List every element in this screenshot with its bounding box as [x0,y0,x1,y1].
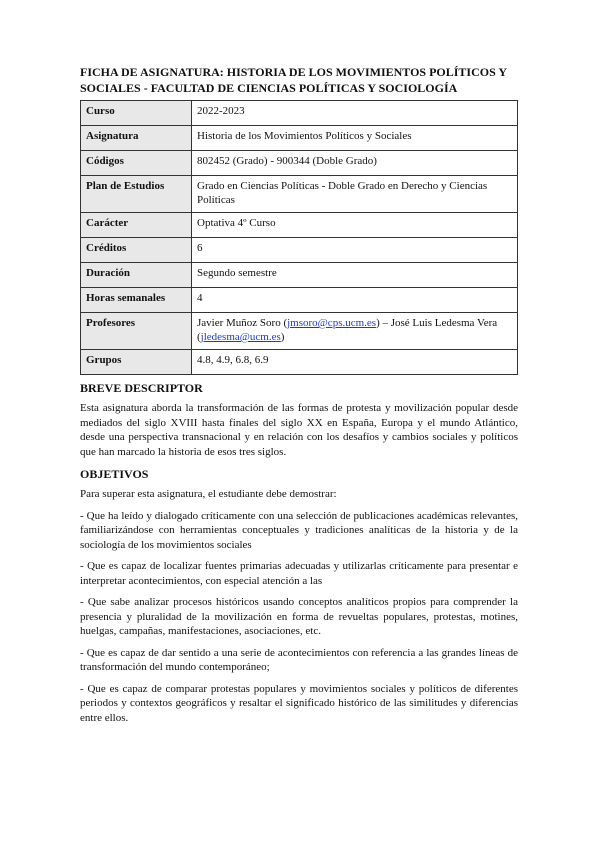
descriptor-heading: BREVE DESCRIPTOR [80,381,203,395]
table-row [81,176,518,213]
objetivo-item: - Que es capaz de dar sentido a una serie de acontecimientos con referencia a las grandes líneas de transformación del mundo contemporáneo; [80,646,518,673]
objetivos-intro: Para superar esta asignatura, el estudiante debe demostrar: [80,488,337,500]
subject-info-table [80,100,518,375]
document-page [80,64,518,732]
row-value: 802452 (Grado) - 900344 (Doble Grado) [192,151,518,176]
row-value: Grado en Ciencias Políticas - Doble Grado en Derecho y Ciencias Políticas [192,176,518,213]
table-row [81,238,518,263]
row-label: Códigos [81,151,192,176]
table-row-grupos [81,350,518,375]
table-row-profesores [81,313,518,350]
row-label: Créditos [81,238,192,263]
profesor-text: ) [280,331,285,343]
profesor-text: Javier Muñoz Soro ( [197,317,288,329]
row-value: 2022-2023 [192,101,518,126]
row-value: 4 [192,288,518,313]
profesor-text: ) – José Luis Ledesma Vera ( [197,317,498,343]
table-row [81,126,518,151]
objetivo-item: - Que es capaz de localizar fuentes primarias adecuadas y utilizarlas críticamente para presentar e interpretar acontecimientos, con especial atención a las [80,560,518,587]
descriptor-text: Esta asignatura aborda la transformación de las formas de protesta y movilización popular desde mediados del siglo XVIII hasta finales del siglo XX en España, Europa y el mundo Atlántico, desde una perspectiva transnacional y en relación con los desafíos y cambios sociales y políticos que han marcado la historia de esos tres siglos. [80,402,518,458]
table-row [81,101,518,126]
objetivo-item: - Que sabe analizar procesos históricos usando conceptos analíticos propios para comprender la presencia y pluralidad de la movilización en forma de revueltas populares, protestas, motines, huelgas, campañas, manifestaciones, asociaciones, etc. [80,596,518,637]
row-value: Historia de los Movimientos Políticos y Sociales [192,126,518,151]
row-value: Optativa 4º Curso [192,213,518,238]
row-label: Carácter [81,213,192,238]
objetivo-item: - Que es capaz de comparar protestas populares y movimientos sociales y políticos de diferentes periodos y contextos geográficos y resaltar el significado histórico de las similitudes y diferencias entre ellos. [80,682,518,724]
row-value: 4.8, 4.9, 6.8, 6.9 [192,350,518,375]
row-value-profesores [192,313,518,350]
row-label: Profesores [81,313,192,350]
objetivos-heading: OBJETIVOS [80,467,149,481]
email-link-jledesma[interactable]: jledesma@ucm.es [200,331,281,343]
row-value: Segundo semestre [192,263,518,288]
row-label: Grupos [81,350,192,375]
objetivo-item: - Que ha leído y dialogado críticamente con una selección de publicaciones académicas relevantes, familiarizándose con herramientas conceptuales y tradiciones analíticas de la historia y de la sociología de los movimientos sociales [80,509,518,551]
table-row [81,151,518,176]
table-row [81,288,518,313]
row-label: Horas semanales [81,288,192,313]
document-title: FICHA DE ASIGNATURA: HISTORIA DE LOS MOVIMIENTOS POLÍTICOS Y SOCIALES - FACULTAD DE CIENCIAS POLÍTICAS Y SOCIOLOGÍA [80,65,507,95]
email-link-jmsoro[interactable]: jmsoro@cps.ucm.es [287,317,377,329]
row-label: Curso [81,101,192,126]
row-value: 6 [192,238,518,263]
table-row [81,213,518,238]
row-label: Duración [81,263,192,288]
table-row [81,263,518,288]
row-label: Plan de Estudios [81,176,192,213]
row-label: Asignatura [81,126,192,151]
